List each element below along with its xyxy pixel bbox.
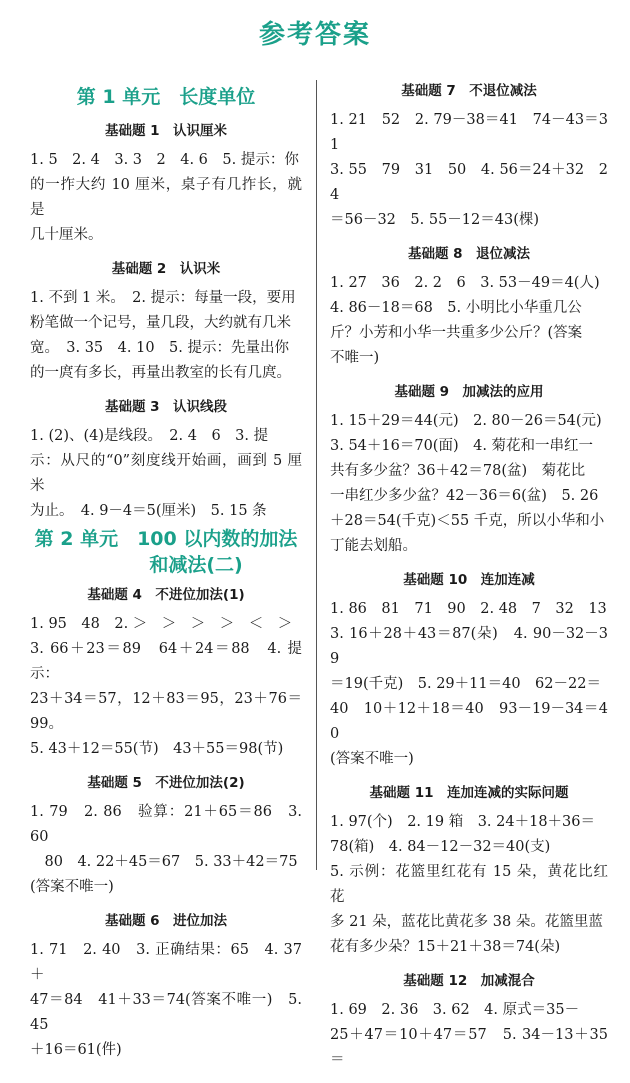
answer-line: 3. 54＋16＝70(面) 4. 菊花和一串红一 [330,438,594,454]
answer-line: 5. 43＋12＝55(节) 43＋55＝98(节) [30,741,284,757]
unit-2-title-line-2: 和减法(二) [149,554,243,576]
answer-line: 粉笔做一个记号，量几段，大约就有几米 [30,315,291,331]
answer-line: 40 10＋12＋18＝40 93－19－34＝40 [330,701,608,742]
answer-line: 一串红少多少盆？42－36＝6(盆) 5. 26 [330,488,599,504]
column-divider [316,80,317,870]
section-title-2: 基础题 2 认识米 [111,261,221,277]
unit-2-title [30,526,302,578]
answer-block-10 [330,597,608,772]
answer-line: 1. 97(个) 2. 19 箱 3. 24＋18＋36＝ [330,814,596,830]
answer-line: 宽。 3. 35 4. 10 5. 提示：先量出你 [30,340,289,356]
answer-line: ＋28＝54(千克)＜55 千克，所以小华和小 [330,513,605,529]
answer-line: 3. 16＋28＋43＝87(朵) 4. 90－32－39 [330,626,608,667]
answer-line: 1. (2)、(4)是线段。 2. 4 6 3. 提 [30,428,269,444]
section-title-11: 基础题 11 连加连减的实际问题 [369,785,569,801]
answer-line: 1. 27 36 2. 2 6 3. 53－49＝4(人) [330,275,600,291]
answer-line: 47＝84 41＋33＝74(答案不唯一) 5. 45 [30,992,302,1033]
answer-line: 3. 55 79 31 50 4. 56＝24＋32 24 [330,162,608,203]
answer-block-8 [330,271,608,371]
section-title-8: 基础题 8 退位减法 [407,246,531,262]
answer-block-5 [30,800,302,900]
answer-line: 1. 71 2. 40 3. 正确结果：65 4. 37＋ [30,942,302,983]
answer-line: 1. 86 81 71 90 2. 48 7 32 13 [330,601,607,617]
answer-line: 1. 69 2. 36 3. 62 4. 原式＝35－ [330,1002,580,1018]
answer-block-9 [330,409,608,559]
answer-line: ＝19(千克) 5. 29＋11＝40 62－22＝ [330,676,601,692]
answer-line: 1. 15＋29＝44(元) 2. 80－26＝54(元) [330,413,602,429]
answer-block-6 [30,938,302,1063]
answer-line: 为止。 4. 9－4＝5(厘米) 5. 15 条 [30,503,267,519]
answer-line: 23＋34＝57，12＋83＝95，23＋76＝99。 [30,691,302,732]
section-title-4: 基础题 4 不进位加法(1) [87,587,245,603]
unit-1-title: 第 1 单元 长度单位 [76,86,256,108]
answer-line: (答案不唯一) [330,751,414,767]
answer-line: 的一拃大约 10 厘米，桌子有几拃长，就是 [30,177,302,218]
answer-line: 几十厘米。 [30,227,103,243]
answer-line: 25＋47＝10＋47＝57 5. 34－13＋35＝ [330,1027,608,1068]
answer-block-3 [30,424,302,524]
answer-line: 的一庹有多长，再量出教室的长有几庹。 [30,365,291,381]
answer-line: 1. 不到 1 米。 2. 提示：每量一段，要用 [30,290,296,306]
answer-line: 4. 86－18＝68 5. 小明比小华重几公 [330,300,582,316]
answer-line: ＝56－32 5. 55－12＝43(棵) [330,212,540,228]
answer-line: 1. 79 2. 86 验算：21＋65＝86 3. 60 [30,804,302,845]
answer-line: 丁能去划船。 [330,538,417,554]
answer-line: 斤？小芳和小华一共重多少公斤？(答案 [330,325,583,341]
answer-block-2 [30,286,302,386]
answer-line: 多 21 朵，蓝花比黄花多 38 朵。花篮里蓝 [330,914,603,930]
answer-line: 1. 5 2. 4 3. 3 2 4. 6 5. 提示：你 [30,152,299,168]
section-title-12: 基础题 12 加减混合 [403,973,535,989]
left-column [30,80,302,1073]
section-title-6: 基础题 6 进位加法 [104,913,228,929]
section-title-5: 基础题 5 不进位加法(2) [87,775,245,791]
answer-line: (答案不唯一) [30,879,114,895]
section-title-7: 基础题 7 不退位减法 [401,83,537,99]
right-column [330,80,608,1083]
section-title-9: 基础题 9 加减法的应用 [394,384,544,400]
unit-2-title-line-1: 第 2 单元 100 以内数的加法 [34,528,298,550]
answer-line: 3. 66＋23＝89 64＋24＝88 4. 提示： [30,641,302,682]
answer-line: 示：从尺的“0”刻度线开始画，画到 5 厘米 [30,453,302,494]
answer-line: 80 4. 22＋45＝67 5. 33＋42＝75 [30,854,298,870]
section-title-10: 基础题 10 连加连减 [403,572,535,588]
answer-line: 共有多少盆？36＋42＝78(盆) 菊花比 [330,463,586,479]
section-title-3: 基础题 3 认识线段 [104,399,228,415]
answer-block-11 [330,810,608,960]
answer-line: ＋16＝61(件) [30,1042,122,1058]
answer-block-4 [30,612,302,762]
answer-block-7 [330,108,608,233]
answer-line: 1. 21 52 2. 79－38＝41 74－43＝31 [330,112,608,153]
answer-line: 不唯一) [330,350,380,366]
answer-block-1 [30,148,302,248]
page-title: 参考答案 [258,20,371,50]
answer-block-12 [330,998,608,1073]
answer-line: 花有多少朵？15＋21＋38＝74(朵) [330,939,561,955]
answer-line: 1. 95 48 2. ＞ ＞ ＞ ＞ ＜ ＞ [30,616,293,632]
answer-line: 5. 示例：花篮里红花有 15 朵，黄花比红花 [330,864,608,905]
section-title-1: 基础题 1 认识厘米 [104,123,228,139]
answer-line: 78(箱) 4. 84－12－32＝40(支) [330,839,551,855]
